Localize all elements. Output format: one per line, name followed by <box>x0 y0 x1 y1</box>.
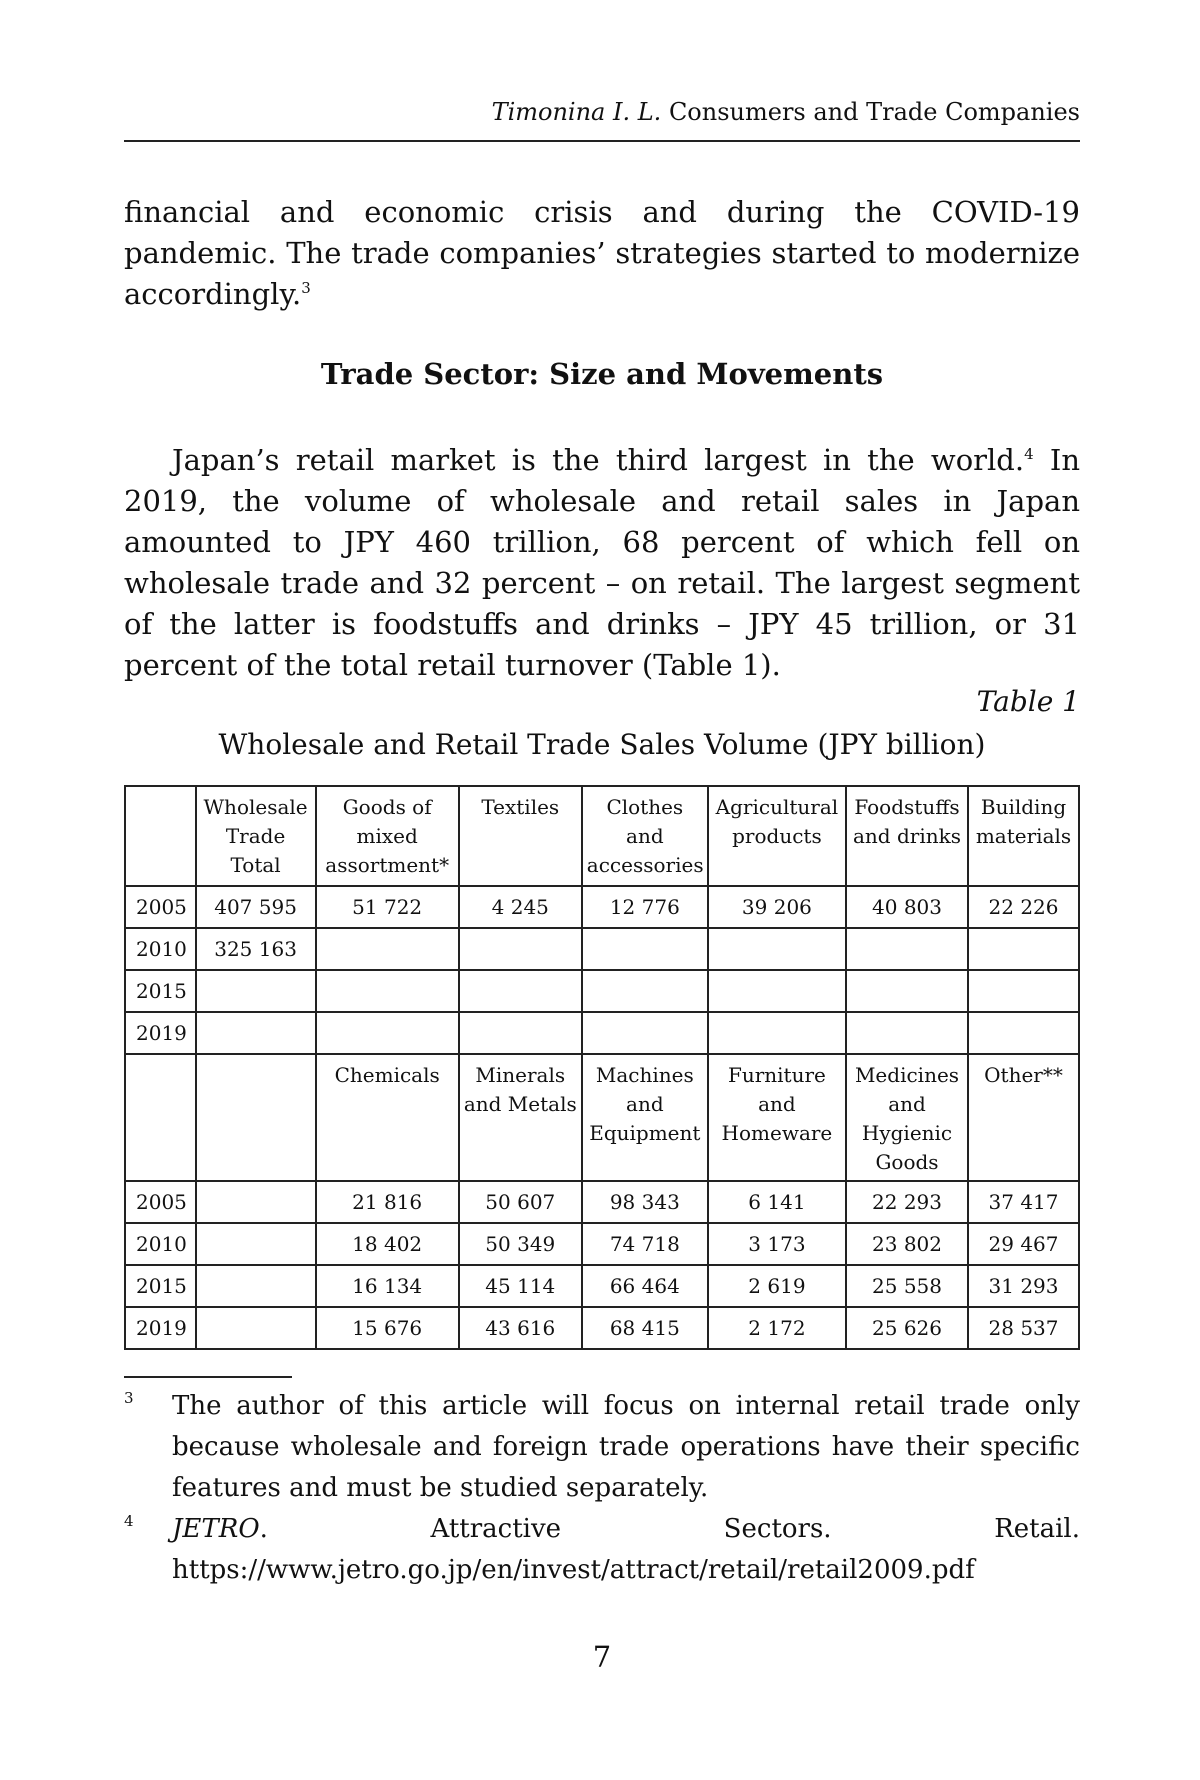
table-value-cell: 3 173 <box>708 1223 846 1265</box>
table-value-cell: 16 134 <box>316 1265 459 1307</box>
paragraph-1-text: financial and economic crisis and during the COVID-19 pandemic. The trade companies’ strategies started to modernize accordingly. <box>124 195 1080 311</box>
table-row <box>125 928 1079 970</box>
table-header-row <box>125 786 1079 886</box>
table-value-cell: 50 607 <box>459 1181 582 1223</box>
table-value-cell: 6 141 <box>708 1181 846 1223</box>
table-header-cell: Wholesale Trade Total <box>196 786 316 886</box>
table-value-cell: 22 226 <box>968 886 1079 928</box>
table-value-cell: 29 467 <box>968 1223 1079 1265</box>
table-value-cell: 39 206 <box>708 886 846 928</box>
table-value-cell: 407 595 <box>196 886 316 928</box>
table-year-cell: 2005 <box>125 1181 196 1223</box>
paragraph-continued <box>124 192 1080 315</box>
table-value-cell <box>196 1181 316 1223</box>
paragraph-2-text-b: In 2019, the volume of wholesale and retail sales in Japan amounted to JPY 460 trillion, 68 percent of which fell on wholesale trade and 32 percent – on retail. The largest segment of the latter is foodstuffs and drinks – JPY 45 trillion, or 31 percent of the total retail turnover (Table 1). <box>124 443 1080 682</box>
table-value-cell <box>459 928 582 970</box>
table-header-cell: Medicines and Hygienic Goods <box>846 1054 968 1181</box>
table-label: Table 1 <box>976 685 1080 718</box>
table-value-cell <box>708 928 846 970</box>
table-value-cell: 40 803 <box>846 886 968 928</box>
table-value-cell: 51 722 <box>316 886 459 928</box>
table-value-cell: 4 245 <box>459 886 582 928</box>
table-row <box>125 1181 1079 1223</box>
table-row <box>125 1307 1079 1349</box>
header-rule <box>124 140 1080 142</box>
table-header-cell: Agricultural products <box>708 786 846 886</box>
table-value-cell: 74 718 <box>582 1223 708 1265</box>
table-value-cell: 23 802 <box>846 1223 968 1265</box>
table-caption: Wholesale and Retail Trade Sales Volume (JPY billion) <box>218 728 986 761</box>
table-value-cell: 45 114 <box>459 1265 582 1307</box>
section-title: Trade Sector: Size and Movements <box>320 357 884 391</box>
table-row <box>125 1265 1079 1307</box>
table-value-cell <box>196 1307 316 1349</box>
table-value-cell: 98 343 <box>582 1181 708 1223</box>
table-value-cell <box>316 970 459 1012</box>
table-value-cell: 31 293 <box>968 1265 1079 1307</box>
table-value-cell <box>968 928 1079 970</box>
table-value-cell <box>968 970 1079 1012</box>
table-value-cell: 25 558 <box>846 1265 968 1307</box>
table-value-cell: 325 163 <box>196 928 316 970</box>
table-header-row <box>125 1054 1079 1181</box>
footnote-3-number: 3 <box>124 1389 134 1407</box>
footnote-3-text: The author of this article will focus on internal retail trade only because wholesale and foreign trade operations have their specific features and must be studied separately. <box>172 1391 1080 1503</box>
table-value-cell: 43 616 <box>459 1307 582 1349</box>
table-value-cell: 25 626 <box>846 1307 968 1349</box>
table-value-cell: 37 417 <box>968 1181 1079 1223</box>
table-value-cell <box>846 1012 968 1054</box>
table-value-cell <box>459 970 582 1012</box>
table-value-cell <box>196 1012 316 1054</box>
table-year-cell: 2015 <box>125 970 196 1012</box>
table-row <box>125 970 1079 1012</box>
table-value-cell <box>708 1012 846 1054</box>
table-value-cell: 68 415 <box>582 1307 708 1349</box>
table-value-cell <box>196 1223 316 1265</box>
table-header-cell <box>196 1054 316 1181</box>
table-value-cell <box>582 970 708 1012</box>
paragraph-retail-market <box>124 440 1080 686</box>
paragraph-2-text-a: Japan’s retail market is the third largest in the world. <box>172 443 1025 477</box>
table-year-cell: 2010 <box>125 1223 196 1265</box>
table-value-cell <box>582 928 708 970</box>
page-number: 7 <box>592 1640 612 1674</box>
footnote-3 <box>124 1386 1080 1509</box>
table-header-cell <box>125 1054 196 1181</box>
table-header-cell: Goods of mixed assortment* <box>316 786 459 886</box>
table-value-cell: 2 619 <box>708 1265 846 1307</box>
table-value-cell: 2 172 <box>708 1307 846 1349</box>
table-value-cell: 28 537 <box>968 1307 1079 1349</box>
table-header-cell: Machines and Equipment <box>582 1054 708 1181</box>
table-value-cell: 12 776 <box>582 886 708 928</box>
table-header-cell: Clothes and accessories <box>582 786 708 886</box>
table-value-cell: 50 349 <box>459 1223 582 1265</box>
table-header-cell: Minerals and Metals <box>459 1054 582 1181</box>
table-value-cell: 15 676 <box>316 1307 459 1349</box>
table-value-cell: 21 816 <box>316 1181 459 1223</box>
footnote-rule <box>124 1376 292 1378</box>
table-header-cell: Chemicals <box>316 1054 459 1181</box>
table-year-cell: 2015 <box>125 1265 196 1307</box>
table-value-cell <box>968 1012 1079 1054</box>
footnote-4 <box>124 1509 1080 1591</box>
footnote-4-source: JETRO <box>172 1514 260 1544</box>
table-header-cell: Building materials <box>968 786 1079 886</box>
footnote-ref-3[interactable]: 3 <box>301 279 311 297</box>
table-header-cell: Furniture and Homeware <box>708 1054 846 1181</box>
footnote-ref-4[interactable]: 4 <box>1024 445 1034 463</box>
table-value-cell <box>459 1012 582 1054</box>
footnote-4-text <box>172 1509 1080 1591</box>
table-value-cell <box>582 1012 708 1054</box>
table-value-cell <box>846 970 968 1012</box>
table-value-cell: 66 464 <box>582 1265 708 1307</box>
table-value-cell: 18 402 <box>316 1223 459 1265</box>
table-value-cell <box>316 1012 459 1054</box>
table-year-cell: 2005 <box>125 886 196 928</box>
table-year-cell: 2019 <box>125 1307 196 1349</box>
sales-volume-table <box>124 785 1080 1350</box>
table-row <box>125 886 1079 928</box>
table-year-cell: 2019 <box>125 1012 196 1054</box>
running-head-author: Timonina I. L. <box>491 98 662 126</box>
table-value-cell: 22 293 <box>846 1181 968 1223</box>
table-row <box>125 1012 1079 1054</box>
table-header-cell: Textiles <box>459 786 582 886</box>
running-head <box>492 98 1080 126</box>
table-value-cell <box>196 1265 316 1307</box>
table-value-cell <box>708 970 846 1012</box>
footnote-4-citation[interactable]: . Attractive Sectors. Retail. https://www.jetro.go.jp/en/invest/attract/retail/retail2009.pdf <box>172 1514 1080 1585</box>
table-value-cell <box>316 928 459 970</box>
table-value-cell <box>846 928 968 970</box>
table-header-cell: Foodstuffs and drinks <box>846 786 968 886</box>
table-header-cell <box>125 786 196 886</box>
table-row <box>125 1223 1079 1265</box>
running-head-title: Consumers and Trade Companies <box>668 98 1080 126</box>
table-value-cell <box>196 970 316 1012</box>
table-header-cell: Other** <box>968 1054 1079 1181</box>
table-year-cell: 2010 <box>125 928 196 970</box>
footnote-4-number: 4 <box>124 1512 134 1530</box>
